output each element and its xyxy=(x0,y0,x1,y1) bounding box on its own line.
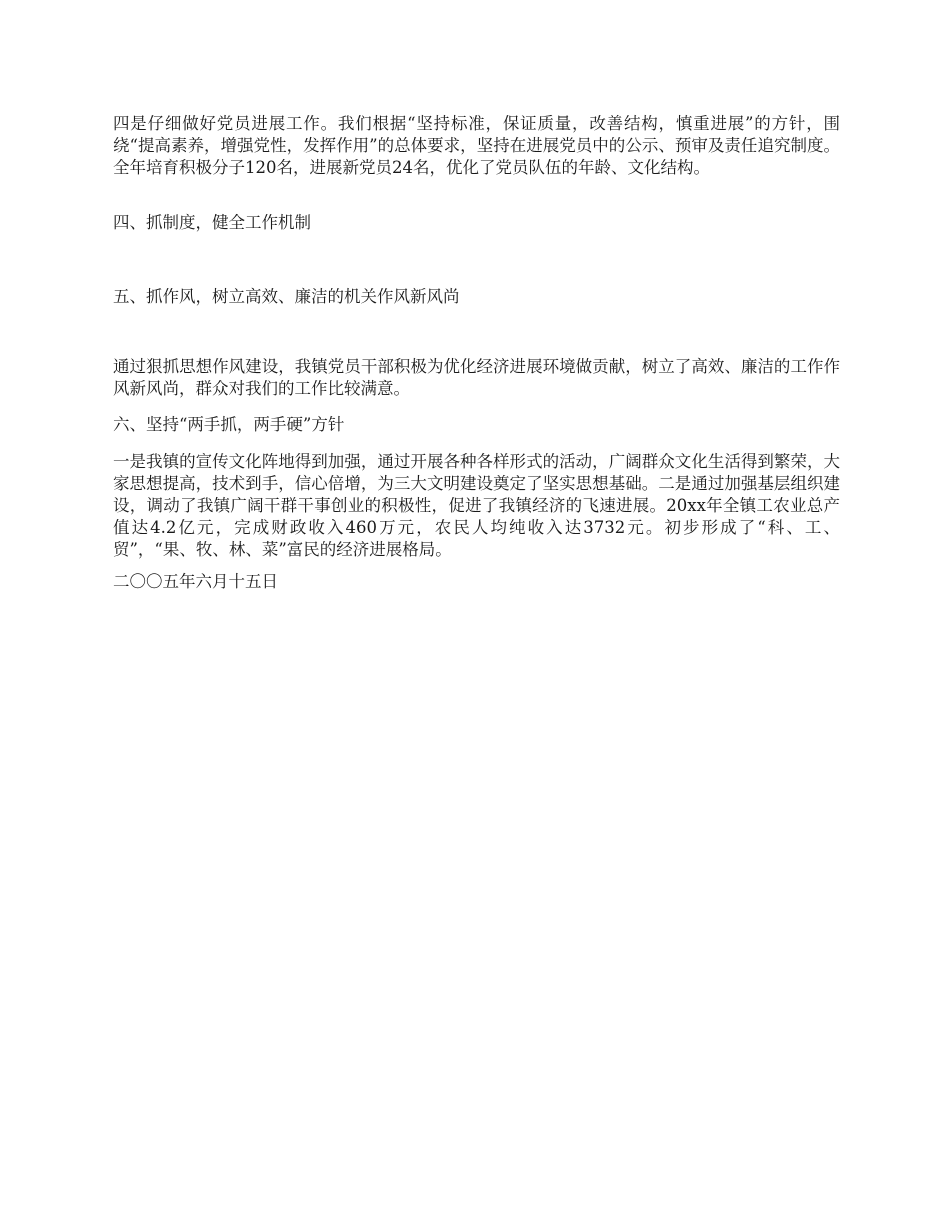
section-heading-two-hands: 六、坚持“两手抓，两手硬”方针 xyxy=(113,415,345,434)
section-heading-work-style: 五、抓作风，树立高效、廉洁的机关作风新风尚 xyxy=(113,287,460,306)
section-heading-system: 四、抓制度，健全工作机制 xyxy=(113,213,311,232)
document-date: 二〇〇五年六月十五日 xyxy=(113,572,278,591)
paragraph-work-style: 通过狠抓思想作风建设，我镇党员干部积极为优化经济进展环境做贡献，树立了高效、廉洁的工作作风新风尚，群众对我们的工作比较满意。 xyxy=(113,357,840,398)
paragraph-achievements: 一是我镇的宣传文化阵地得到加强，通过开展各种各样形式的活动，广阔群众文化生活得到繁荣，大家思想提高，技术到手，信心倍增，为三大文明建设奠定了坚实思想基础。二是通过加强基层组织建设，调动了我镇广阔干群干事创业的积极性，促进了我镇经济的飞速进展。20xx年全镇工农业总产值达4.2亿元，完成财政收入460万元，农民人均纯收入达3732元。初步形成了“科、工、贸”，“果、牧、林、菜”富民的经济进展格局。 xyxy=(113,452,840,559)
paragraph-party-member-development: 四是仔细做好党员进展工作。我们根据“坚持标准，保证质量，改善结构，慎重进展”的方针，围绕“提高素养，增强党性，发挥作用”的总体要求，坚持在进展党员中的公示、预审及责任追究制度。全年培育积极分子120名，进展新党员24名，优化了党员队伍的年龄、文化结构。 xyxy=(113,114,840,177)
